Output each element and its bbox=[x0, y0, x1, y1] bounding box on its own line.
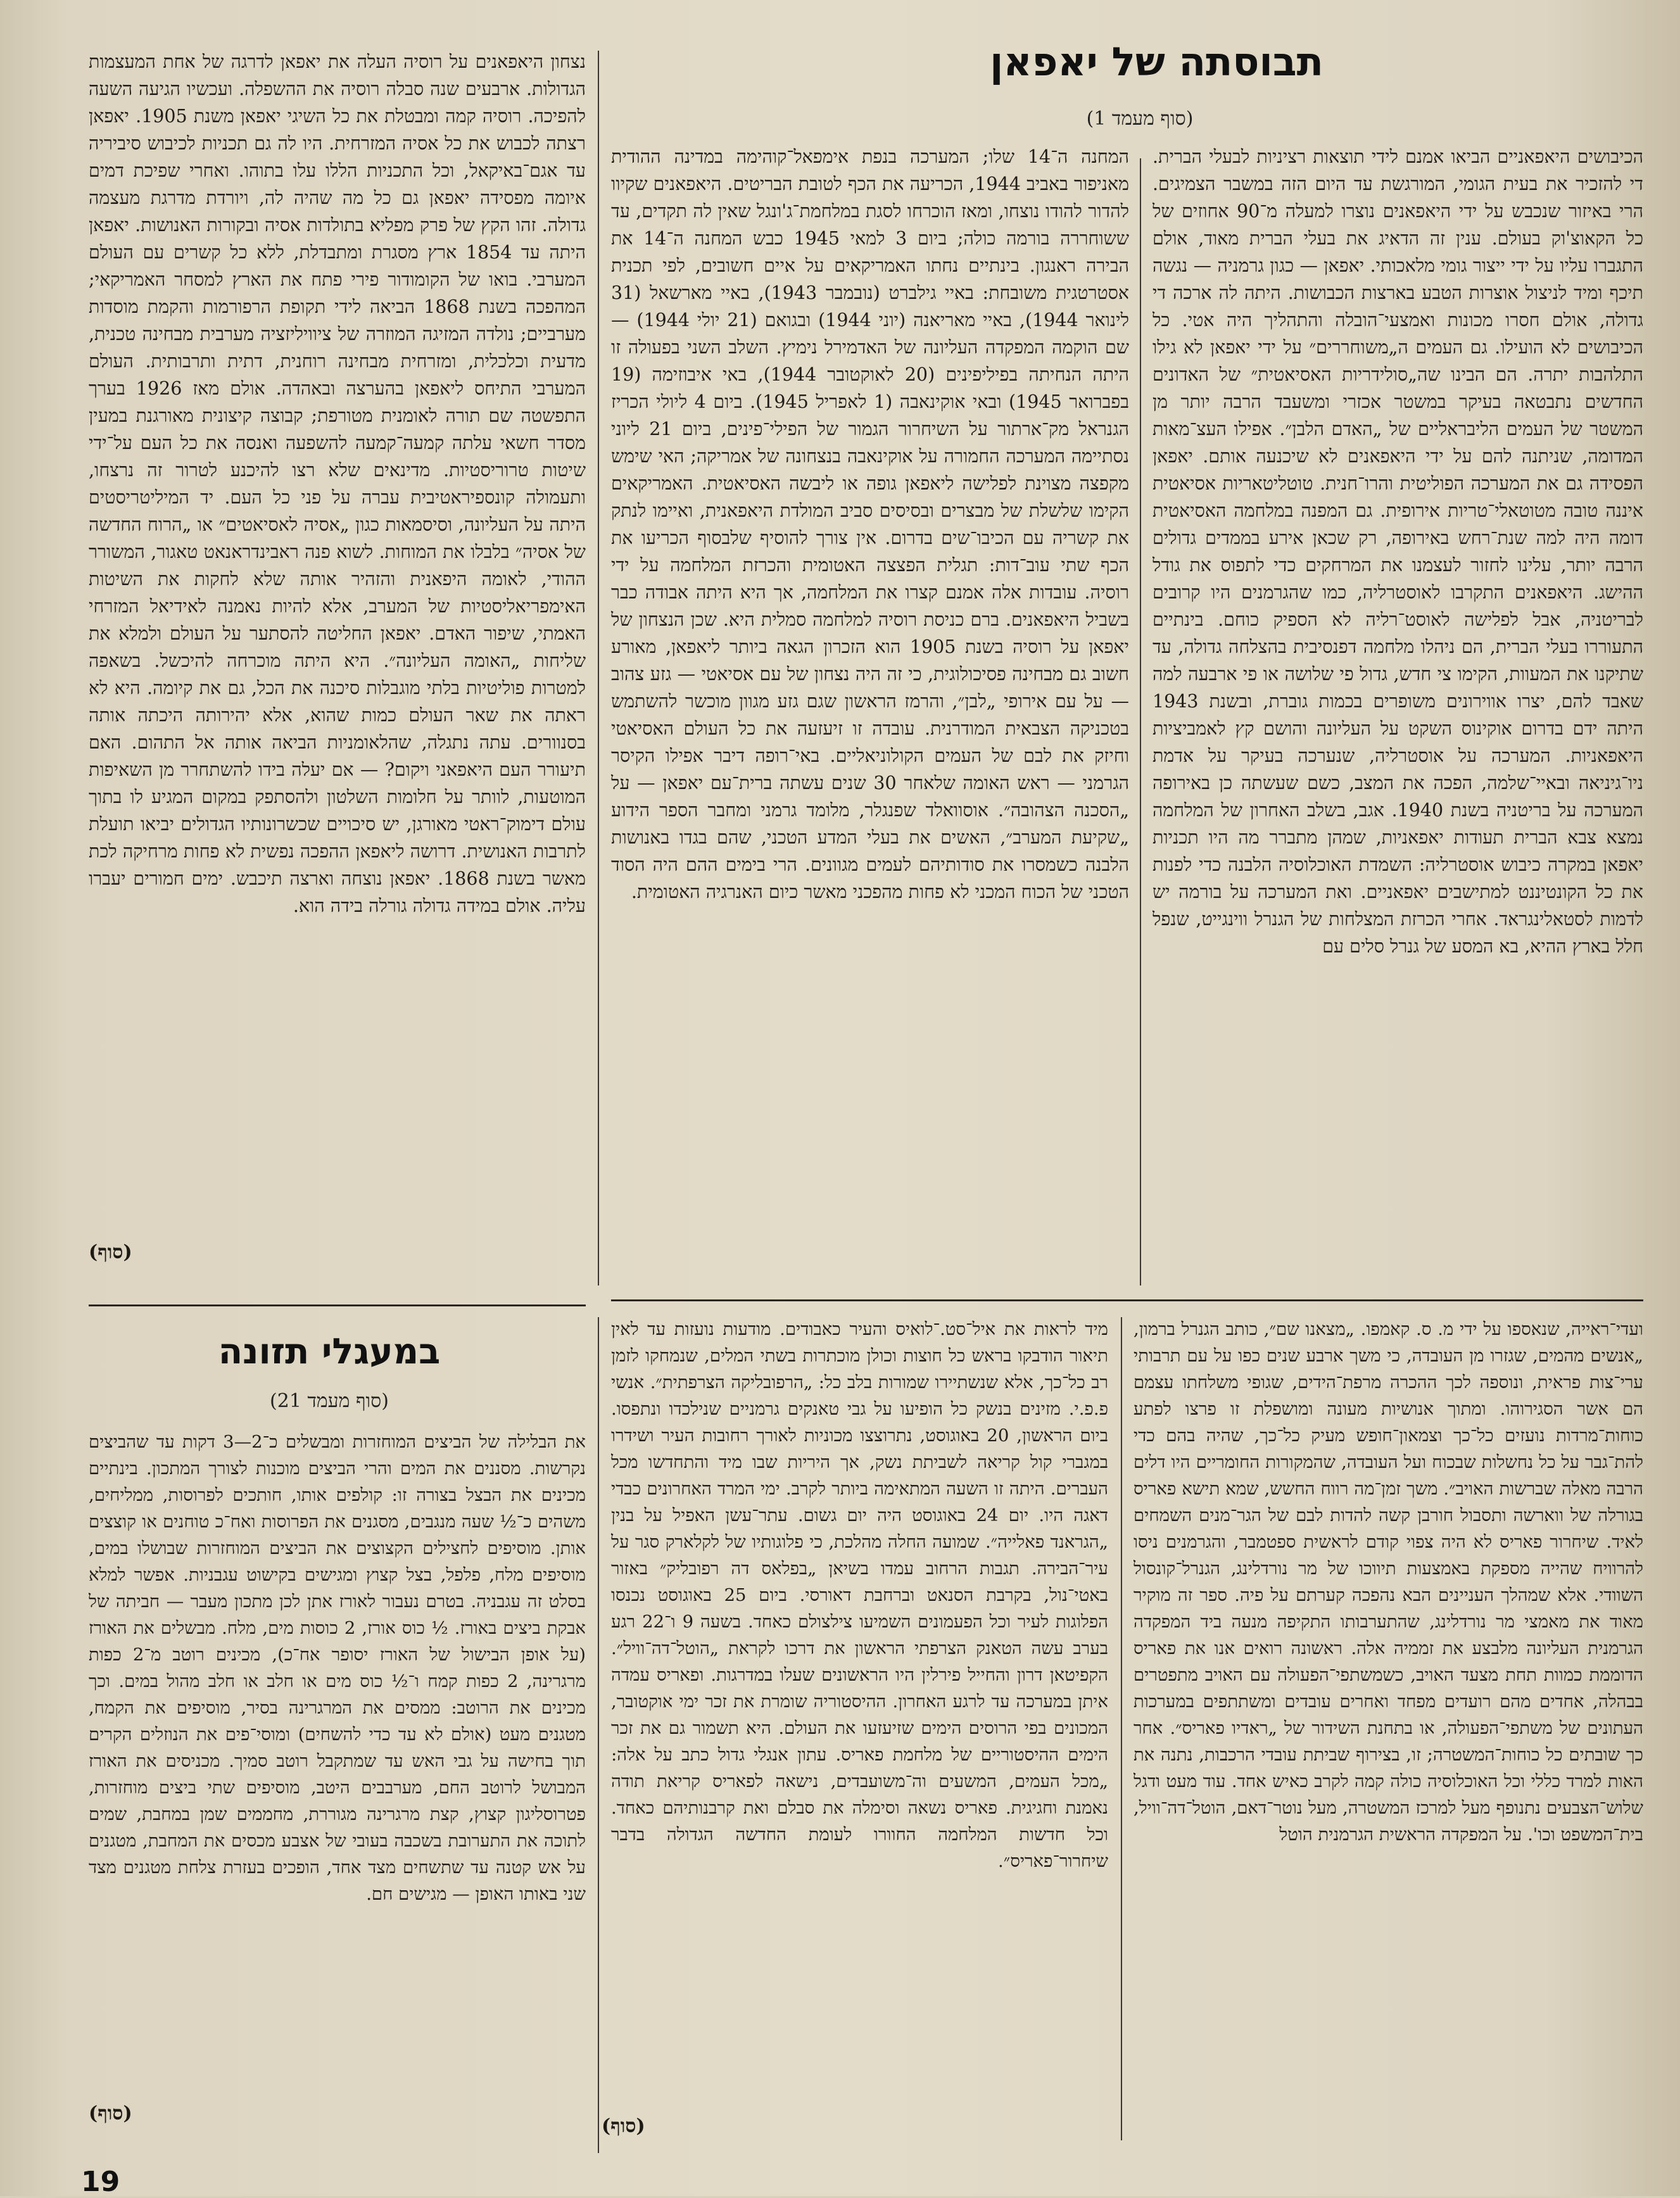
article3-continued-note: (סוף מעמד 21) bbox=[270, 1390, 389, 1412]
article3-end-mark: (סוף) bbox=[89, 2102, 132, 2125]
article3-body: את הבלילה של הביצים המוחזרות ומבשלים כ־2—3 דקות עד שהביצים נקרשות. מסננים את המים והרי הביצים מוכנות לצורך המתכון. בינתיים מכינים את הבצל בצורה זו: קולפים אותו, חותכים לפרוסות, ממליחים, משהים כ־½ שעה מנגבים, מסגנים את הפרוסות ואח־כ טוחנים או קוצצים אותן. מוסיפים לחצילים הקצוצים את הביצים המוחזרות שבושלו במים, מוסיפים מלח, פלפל, בצל קצוץ ומגישים בקישוט עגבניות. אפשר למלא בסלט זה עגבניה. בטרם נעבור לאורז אתן לכן מתכון מעבר — חביתה של אבקת ביצים באורז. ½ כוס אורז, 2 כוסות מים, מלח. מבשלים את האורז (על אופן הבישול של האורז יסופר אח־כ), מכינים רוטב מ־2 כפות מרגרינה, 2 כפות קמח ו־½ כוס מים או חלב או חלב מהול במים. וכך מכינים את הרוטב: ממסים את המרגרינה בסיר, מוסיפים את הקמח, מטגנים מעט (אולם לא עד כדי להשחים) ומוסי־פים את הנוזלים הקרים תוך בחישה על גבי האש עד שמתקבל רוטב סמיך. מכניסים את האורז המבושל לרוטב החם, מערבבים היטב, מוסיפים שתי ביצים מוחזרות, פטרוסליגון קצוץ, קצת מרגרינה מגוררת, מחממים שמן במחבת, שמים לתוכה את התערובת בשכבה בעובי של אצבע מכסים את המחבת, מטגנים על אש קטנה עד שתשחים מצד אחד, הופכים בעזרת צלחת מטגנים מצד שני באותו האופן — מגישים חם. bbox=[89, 1432, 586, 1904]
article2-column-left: מיד לראות את איל־סט.־לואיס והעיר כאבודים. מודעות נועזות עד לאין תיאור הודבקו בראש כל חוצות וכולן מוכתרות בשתי המלים, שנמחקו לזמן רב כל־כך, אלא שנשתיירו שמורות בלב כל: „הרפובליקה הצרפתית״. אנשי פ.פ.י. מזינים בנשק כל הופיעו על גבי טאנקים גרמניים שנילכדו ונתפסו. ביום הראשון, 20 באוגוסט, נתרוצצו מכוניות לאורך רחובות העיר ושידרו במגברי קול קריאה לשביתת נשק, אך היריות שבו מיד והתחדשו מכל העברים. היתה זו השעה המתאימה ביותר לקרב. ימי המרד האחרונים כבדי דאגה היו. יום 24 באוגוסט היה יום גשום. עתר־עשן האפיל על בנין „הגראנד פאלייה״. שמועה החלה מהלכת, כי פלוגותיו של לקלארק סגר על עיר־הבירה. תגבות הרחוב עמדו בשיאן „בפלאס דה רפובליק״ באזור באטי־נול, בקרבת הסנאט וברחבת דאורסי. ביום 25 באוגוסט נכנסו הפלוגות לעיר וכל הפעמונים השמיעו צילצולם כאחד. בשעה 9 ו־22 רגע בערב עשה הטאנק הצרפתי הראשון את דרכו לקראת „הוטל־דה־וויל״. הקפיטאן דרון והחייל פירלין היו הראשונים שעלו במדרגות. ופאריס עמדה איתן במערכה עד לרגע האחרון. ההיסטוריה שומרת את זכר ימי אוקטובר, המכונים בפי הרוסים הימים שזיעזעו את העולם. היא תשמור גם את זכר הימים ההיסטוריים של מלחמת פאריס. עתון אנגלי גדול כתב על אלה: „מכל העמים, המשעים וה־משועבדים, נישאה לפאריס קריאת תודה נאמנת וחגיגית. פאריס נשאה וסימלה את סבלם ואת קרבנותיהם כאחד. וכל חדשות המלחמה החוורו לעומת החדשה הגדולה בדבר שיחרור־פאריס״. bbox=[611, 1319, 1108, 1871]
article3-divider bbox=[598, 1317, 599, 2153]
horizontal-rule-right bbox=[611, 1299, 1643, 1301]
article1-headline: תבוסתה של יאפאן bbox=[990, 39, 1323, 85]
article1-divider-right bbox=[1140, 158, 1141, 1285]
article2-divider bbox=[1121, 1317, 1122, 2140]
article1-column-right: הכיבושים היאפאניים הביאו אמנם לידי תוצאות רציניות לבעלי הברית. די להזכיר את בעית הגומי, המורגשת עד היום הזה במשבר הצמיגים. הרי באיזור שנכבש על ידי היאפאנים נוצרו למעלה מ־90 אחוזים של כל הקאוצ'וק בעולם. ענין זה הדאיג את בעלי הברית מאוד, אולם התגברו עליו על ידי ייצור גומי מלאכותי. יאפאן — כגון גרמניה — נגשה תיכף ומיד לניצול אוצרות הטבע בארצות הכבושות. היתה לה ארכה די גדולה, אולם חסרו מכונות ואמצעי־הובלה והתהליך היה אטי. כל הכיבושים לא הועילו. גם העמים ה„משוחררים״ על ידי יאפאן לא גילו התלהבות יתרה. הם הבינו שה„סולידריות האסיאטית״ של האדונים החדשים נתבטאה בעיקר במשטר אכזרי ומשעבד הרבה יותר מן המשטר של העמים הליבראליים של „האדם הלבן״. אפילו העצ־מאות המדומה, שניתנה להם על ידי היאפאנים לא שיכנעה אותם. יאפאן הפסידה גם את המערכה הפוליטית והרו־חנית. טוטליטאריות אסיאטית איננה טובה מטוטאלי־טריות אירופית. גם המפנה במלחמה האסיאטית דומה היה למה שנת־רחש באירופה, רק שכאן אירע בממדים גדולים הרבה יותר, עלינו לחזור לעצמנו את המרחקים כדי לתפוס את גודל ההישג. היאפאנים התקרבו לאוסטרליה, כמו שהגרמנים היו קרובים לבריטניה, אבל לפלישה לאוסט־רליה לא הספיק כוחם. בינתיים התעוררו בעלי הברית, הם ניהלו מלחמה דפנסיבית בהצלחה גדולה, עד שתיקנו את המעוות, הקימו צי חדש, גדול פי שלושה או פי ארבעה למה שאבד להם, יצרו אווירונים משופרים בכמות גוברת, ובשנת 1943 היתה ידם בדרום אוקינוס השקט על העליונה והושם קץ לאמביציות היאפאניות. המערכה על אוסטרליה, שנערכה בעיקר על אדמת ניו־גיניאה ובאיי־שלמה, הפכה את המצב, כשם שעשתה כן באירופה המערכה על בריטניה בשנת 1940. אגב, בשלב האחרון של המלחמה נמצא צבא הברית תעודות יאפאניות, שמהן מתברר מה היו תכניות יאפאן במקרה כיבוש אוסטרליה: השמדת האוכלוסיה הלבנה כדי לפנות את כל הקונטיננט למתישבים יאפאניים. ואת המערכה על בורמה יש לדמות לסטאלינגראד. אחרי הכרזת המצלחות של הגנרל ווינגייט, שנפל חלל בארץ ההיא, בא המסע של גנרל סלים עם bbox=[1153, 146, 1643, 957]
article1-column-left: נצחון היאפאנים על רוסיה העלה את יאפאן לדרגה של אחת המעצמות הגדולות. ארבעים שנה סבלה רוסיה את ההשפלה. ועכשיו הגיעה השעה להפיכה. רוסיה קמה ומבטלת את כל השיגי יאפאן משנת 1905. יאפאן רצתה לכבוש את כל אסיה המזרחית. היו לה גם תכניות לכיבוש סיביריה עד אגם־באיקאל, וכל התכניות הללו עלו בתוהו. ואחרי שפיכת דמים איומה מפסידה יאפאן גם כל מה שהיה לה, ויורדת מדרגת מעצמה גדולה. זהו הקץ של פרק מפליא בתולדות אסיה ובקורות האנושות. יאפאן היתה עד 1854 ארץ מסגרת ומתבדלת, ללא כל קשרים עם העולם המערבי. בואו של הקומודור פירי פתח את הארץ למסחר האמריקאי; המהפכה בשנת 1868 הביאה לידי תקופת הרפורמות והקמת מוסדות מערביים; נולדה המזיגה המוזרה של ציוויליזציה מערבית מבחינה טכנית, מדעית וכלכלית, ומזרחית מבחינה רוחנית, דתית ותרבותית. העולם המערבי התיחס ליאפאן בהערצה ובאהדה. אולם מאז 1926 בערך התפשטה שם תורה לאומנית מטורפת; קבוצה קיצונית מאורגנת במעין מסדר חשאי עלתה קמעה־קמעה להשפעה ואנסה את כל העם על־ידי שיטות טרוריסטיות. מדינאים שלא רצו להיכנע לטרור זה נרצחו, ותעמולה קונספיראטיבית עברה על פני כל העם. יד המיליטריסטים היתה על העליונה, וסיסמאות כגון „אסיה לאסיאטים״ או „הרוח החדשה של אסיה״ בלבלו את המוחות. לשוא פנה ראבינדראנאט טאגור, המשורר ההודי, לאומה היפאנית והזהיר אותה שלא לחקות את השיטות האימפריאליסטיות של המערב, אלא להיות נאמנה לאידיאל המזרחי האמתי, שיפור האדם. יאפאן החליטה להסתער על העולם ולמלא את שליחות „האומה העליונה״. היא היתה מוכרחה להיכשל. בשאפה למטרות פוליטיות בלתי מוגבלות סיכנה את הכל, גם את קיומה. היא לא ראתה את שאר העולם כמות שהוא, אלא יהירותה היכתה אותה בסנוורים. עתה נתגלה, שהלאומניות הביאה אותה אל התהום. האם תיעורר העם היאפאני ויקום? — אם יעלה בידו להשתחרר מן השאיפות המוטעות, לוותר על חלומות השלטון ולהסתפק במקום המגיע לו בתוך עולם דימוק־ראטי מאורגן, יש סיכויים שכשרונותיו הגדולים יביאו תועלת לתרבות האנושית. דרושה ליאפאן ההפכה נפשית לא פחות מרחיקה לכת מאשר בשנת 1868. יאפאן נוצחה וארצה תיכבש. ימים חמורים יעברו עליה. אולם במידה גדולה גורלה בידה הוא. bbox=[89, 51, 586, 916]
article3-headline: במעגלי תזונה bbox=[218, 1331, 441, 1372]
horizontal-rule-left bbox=[89, 1304, 586, 1306]
article2-end-mark: (סוף) bbox=[602, 2115, 645, 2137]
article2-column-right: ועדי־ראייה, שנאספו על ידי מ. ס. קאמפו. „מצאנו שם״, כותב הגנרל ברמון, „אנשים מהמים, שגזרו מן העובדה, כי משך ארבע שנים כפו על עם תרבותי ערי־צות פראית, ונוספה לכך ההכרה מרפת־הידים, שגופי משלחתו עצמם הם אשר הסגירוהו. ומתוך אנושיות מעונה ומושפלת זו פרצו לפתע כוחות־מרדות נועזים כל־כך וצמאון־חופש מעיק כל־כך, שהיה בהם כדי להת־גבר על כל נחשלות שבכוח ועל העובדה, שהמקורות החומריים היו דלים הרבה מאלה שברשות האויב״. משך זמן־מה רווח החשש, שמא תישא פאריס בגורלה של ווארשה ותסבול חורבן קשה להדות לבם של הגר־מנים השמחים לאיד. שיחרור פאריס לא היה צפוי קודם לראשית ספטמבר, והגרמנים ניסו להרוויח שהייה מספקת באמצעות תיווכו של מר נורדלינג, הגנרל־קונסול השוודי. אלא שמהלך העניינים הבא נהפכה קערתם על פיה. ספר זה מוקיר מאוד את מאמצי מר נורדלינג, שהתערבותו התקיפה מנעה ביד המפקדה הגרמנית העליונה מלבצע את זממיה אלה. ראשונה רואים אנו את פאריס הדוממת כמוות תחת מצעד האויב, כשמשתפי־הפעולה עם האויב מתפטרים בבהלה, אחדים מהם רועדים מפחד ואחרים עובדים ומשתתפים במערכות העתונים של משתפי־הפעולה, או בתחנת השידור של „ראדיו פאריס״. אחר כך שובתים כל כוחות־המשטרה; זו, בצירוף שביתת עובדי הרכבות, נתנה את האות למרד כללי וכל האוכלוסיה כולה קמה לקרב כאיש אחד. עוד מעט ודגל שלוש־הצבעים נתנופף מעל למרכז המשטרה, מעל נוטר־דאם, הוטל־דה־וויל, בית־המשפט וכו'. על המפקדה הראשית הגרמנית הוטל bbox=[1134, 1319, 1643, 1845]
page-number: 19 bbox=[81, 2166, 120, 2198]
article1-continued-note: (סוף מעמד 1) bbox=[1086, 108, 1194, 130]
article1-end-mark: (סוף) bbox=[89, 1241, 132, 1263]
article1-column-middle: המחנה ה־14 שלו; המערכה בנפת אימפאל־קוהימה במדינה ההודית מאניפור באביב 1944, הכריעה את הכף לטובת הבריטים. היאפאנים שקיוו להדור להודו נוצחו, ומאז הוכרחו לסגת במלחמת־ג'ונגל שאין לה תקדים, עד ששוחררה בורמה כולה; ביום 3 למאי 1945 כבש המחנה ה־14 את הבירה ראנגון. בינתיים נחתו האמריקאים על איים חשובים, לפי תכנית אסטרטגית משובחת: באיי גילברט (נובמבר 1943), באיי מארשאל (31 לינואר 1944), באיי מאריאנה (יוני 1944) ובגואם (21 יולי 1944) — שם הוקמה המפקדה העליונה של האדמירל נימיץ. השלב השני בפעולה זו היתה הנחיתה בפיליפינים (20 לאוקטובר 1944), באי איבוזימה (19 בפברואר 1945) ובאי אוקינאבה (1 לאפריל 1945). ביום 4 ליולי הכריז הגנראל מק־ארתור על השיחרור הגמור של הפילי־פינים, ביום 21 ליוני נסתיימה המערכה החמורה על אוקינאבה בנצחונה של אמריקה; האי שימש מקפצה מצוינת לפלישה ליאפאן גופה או ליבשה האסיאטית. האמריקאים הקימו שלשלת של מבצרים ובסיסים סביב המולדת היאפאנית, ואיימו לנתק את קשריה עם הכיבו־שים בדרום. אין צורך להוסיף שלבסוף הכריעו את הכף שתי עוב־דות: תגלית הפצצה האטומית והכרזת המלחמה על ידי רוסיה. עובדות אלה אמנם קצרו את המלחמה, אך היא היתה אבודה כבר בשביל היאפאנים. ברם כניסת רוסיה למלחמה סמלית היא. שכן הנצחון של יאפאן על רוסיה בשנת 1905 הוא הזכרון הגאה ביותר ליאפאן, מאורע חשוב גם מבחינה פסיכולוגית, כי זה היה נצחון של עם אסיאטי — גזע צהוב — על עם אירופי „לבן״, והרמז הראשון שגם גזע מגוון מוכשר להשתמש בטכניקה הצבאית המודרנית. עובדה זו זיעזעה את כל העולם האסיאטי וחיזק את לבם של העמים הקולוניאליים. באי־רופה דיבר אפילו הקיסר הגרמני — ראש האומה שלאחר 30 שנים עשתה ברית־עם יאפאן — על „הסכנה הצהובה״. אוסוואלד שפנגלר, מלומד גרמני ומחבר הספר הידוע „שקיעת המערב״, האשים את בעלי המדע הטכני, שהם בגדו באנושות הלבנה כשמסרו את סודותיהם לעמים מגוונים. הרי בימים ההם היה הסוד הטכני של הכוח המכני לא פחות מהפכני מאשר כיום האנרגיה האטומית. bbox=[611, 146, 1129, 902]
article1-divider-left bbox=[598, 51, 599, 1285]
